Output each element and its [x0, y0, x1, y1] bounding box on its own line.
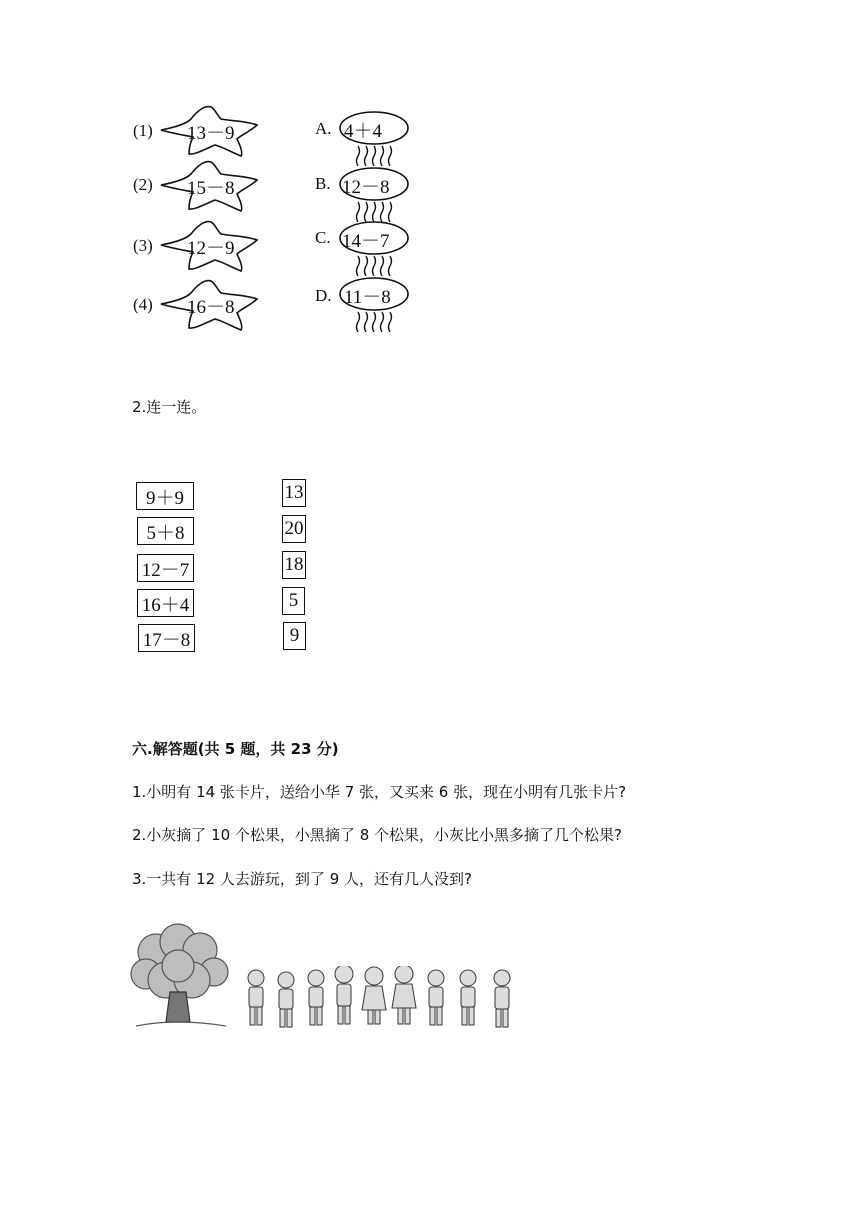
item-label-4: (4) [133, 295, 153, 314]
jellyfish-expression: 11－8 [344, 287, 391, 308]
tree-and-children-illustration [126, 922, 526, 1037]
option-label-c: C. [315, 228, 331, 247]
expression-box-1: 9＋9 [136, 482, 194, 510]
word-problem-3: 3.一共有 12 人去游玩，到了 9 人，还有几人没到? [132, 870, 472, 888]
star-expression: 12－9 [187, 238, 235, 259]
tree-illustration [126, 922, 236, 1034]
word-problem-1: 1.小明有 14 张卡片，送给小华 7 张，又买来 6 张，现在小明有几张卡片? [132, 783, 627, 801]
star-card-3 [157, 218, 261, 274]
item-label-1: (1) [133, 121, 153, 140]
jellyfish-card-a [338, 110, 412, 166]
word-problem-2: 2.小灰摘了 10 个松果，小黑摘了 8 个松果，小灰比小黑多摘了几个松果? [132, 826, 622, 844]
item-label-2: (2) [133, 175, 153, 194]
star-card-2 [157, 158, 261, 214]
item-label-3: (3) [133, 236, 153, 255]
jellyfish-expression: 12－8 [342, 177, 390, 198]
expression-box-5: 17－8 [138, 624, 195, 652]
answer-box-2: 20 [282, 515, 306, 543]
star-card-4 [157, 277, 261, 333]
answer-box-5: 9 [283, 622, 306, 650]
jellyfish-card-c [338, 220, 412, 276]
star-card-1 [157, 103, 261, 159]
question-2-title: 2.连一连。 [132, 398, 207, 416]
option-label-b: B. [315, 174, 331, 193]
jellyfish-expression: 4＋4 [344, 121, 383, 142]
section-6-title: 六.解答题(共 5 题，共 23 分) [132, 740, 339, 758]
option-label-d: D. [315, 286, 332, 305]
jellyfish-card-b [338, 166, 412, 222]
children-group-illustration [238, 966, 528, 1036]
option-label-a: A. [315, 119, 332, 138]
jellyfish-card-d [338, 276, 412, 332]
expression-box-3: 12－7 [137, 554, 194, 582]
star-expression: 13－9 [187, 123, 235, 144]
expression-box-4: 16＋4 [137, 589, 194, 617]
answer-box-4: 5 [282, 587, 305, 615]
jellyfish-expression: 14－7 [342, 231, 390, 252]
answer-box-3: 18 [282, 551, 306, 579]
expression-box-2: 5＋8 [137, 517, 194, 545]
star-expression: 16－8 [187, 297, 235, 318]
answer-box-1: 13 [282, 479, 306, 507]
star-expression: 15－8 [187, 178, 235, 199]
